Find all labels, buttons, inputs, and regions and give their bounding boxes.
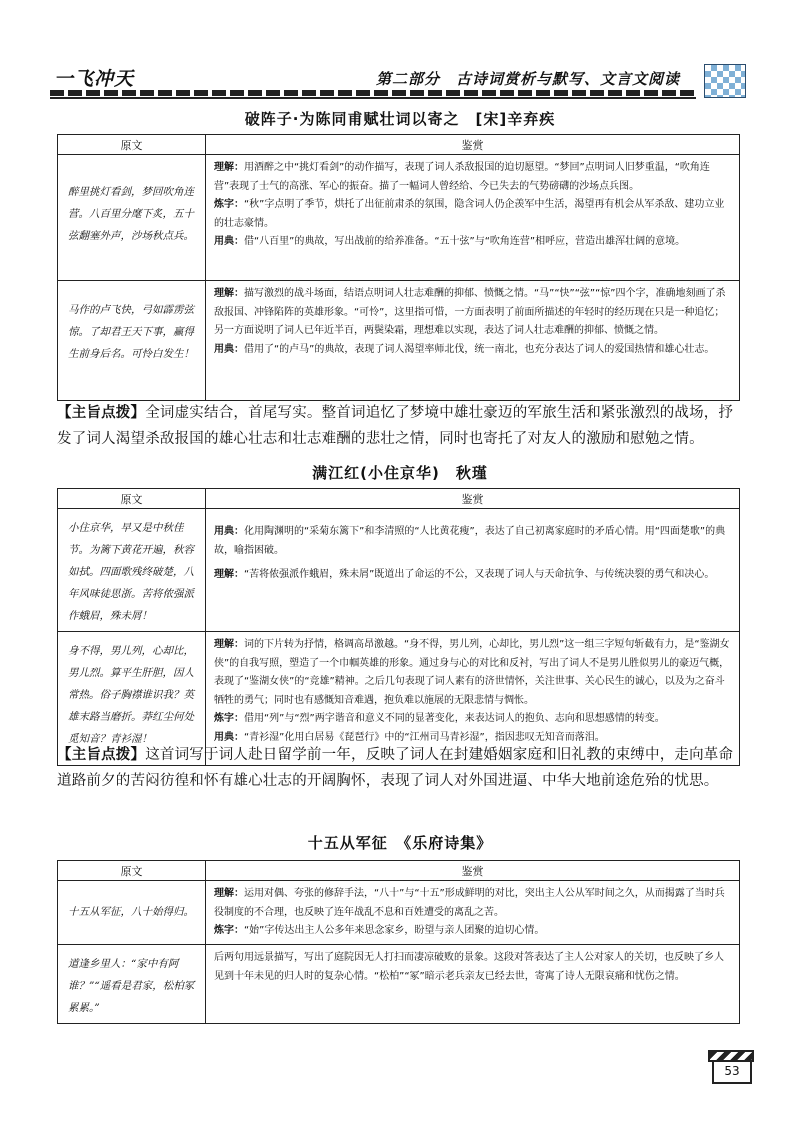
note-text: “苦将侬强派作蛾眉，殊未屑”既道出了命运的不公，又表现了词人与天命抗争、与传统决裂的勇气和决心。 xyxy=(244,569,715,580)
poem-title-pozhenzi: 破阵子·为陈同甫赋壮词以寄之 [宋]辛弃疾 xyxy=(244,110,556,128)
poem-table-shiwu xyxy=(57,860,740,1024)
note-text: 运用对偶、夸张的修辞手法，“八十”与“十五”形成鲜明的对比，突出主人公从军时间之久，从而揭露了当时兵役制度的不合理，也反映了连年战乱不息和百姓遭受的离乱之苦。 xyxy=(214,888,725,918)
col-header-original: 原文 xyxy=(58,861,206,881)
summary-manjianghong xyxy=(57,742,747,794)
appreciation-cell xyxy=(206,945,740,1024)
appreciation-cell xyxy=(206,281,740,401)
summary-tag: 【主旨点拨】 xyxy=(57,405,146,421)
col-header-appreciation: 鉴赏 xyxy=(206,489,740,509)
note-label: 理解： xyxy=(214,639,244,650)
note-text: 化用陶渊明的“采菊东篱下”和李清照的“人比黄花瘦”，表达了自己初离家庭时的矛盾心情。用“四面楚歌”的典故，喻指困破。 xyxy=(214,526,726,556)
note xyxy=(214,636,731,710)
appreciation-cell xyxy=(206,881,740,945)
note-label: 理解： xyxy=(214,569,244,580)
original-text: 马作的卢飞快，弓如霹雳弦惊。了却君王天下事，赢得生前身后名。可怜白发生！ xyxy=(58,281,206,401)
note-text: 借用“列”与“烈”两字谐音和意义不同的显著变化，来表达词人的抱负、志向和思想感情的转变。 xyxy=(244,713,665,724)
summary-text: 全词虚实结合，首尾写实。整首词追忆了梦境中雄壮豪迈的军旅生活和紧张激烈的战场，抒发了词人渴望杀敌报国的雄心壮志和壮志难酬的悲壮之情，同时也寄托了对友人的激励和慰勉之情。 xyxy=(57,405,734,447)
note xyxy=(214,196,731,233)
table-row xyxy=(58,881,740,945)
original-text: 十五从军征，八十始得归。 xyxy=(58,881,206,945)
note-text: “始”字传达出主人公多年来思念家乡，盼望与亲人团聚的迫切心情。 xyxy=(244,925,545,936)
summary-tag: 【主旨点拨】 xyxy=(57,747,146,763)
logo: 一飞冲天 xyxy=(54,68,135,90)
note-text: “青衫湿”化用白居易《琵琶行》中的“江州司马青衫湿”，指因悲叹无知音而落泪。 xyxy=(244,731,605,743)
header-title: 第二部分 古诗词赏析与默写、文言文阅读 xyxy=(376,70,681,88)
original-text: 小住京华，早又是中秋佳节。为篱下黄花开遍，秋容如拭。四面歌残终破楚，八年风味徒思浙。苦将侬强派作蛾眉，殊未屑！ xyxy=(58,509,206,632)
note xyxy=(214,285,731,341)
col-header-original: 原文 xyxy=(58,135,206,155)
note xyxy=(214,159,731,196)
note xyxy=(214,922,731,941)
note-text: 用酒醉之中“挑灯看剑”的动作描写，表现了词人杀敌报国的迫切愿望。“梦回”点明词人旧梦重温，“吹角连营”表现了士气的高涨、军心的振奋。描了一幅词人曾经给、今已失去的气势磅礴的沙场点兵图。 xyxy=(214,162,710,192)
note-text: 借“八百里”的典故，写出战前的给养准备。“五十弦”与“吹角连营”相呼应，营造出雄浑壮阔的意境。 xyxy=(244,236,686,247)
summary-text: 这首词写于词人赴日留学前一年，反映了词人在封建婚姻家庭和旧礼教的束缚中，走向革命道路前夕的苦闷彷徨和怀有雄心壮志的开阔胸怀，表现了词人对外国进逼、中华大地前途危殆的忧思。 xyxy=(57,747,734,789)
checker-decoration-icon xyxy=(704,64,746,98)
appreciation-cell xyxy=(206,509,740,632)
poem-table-pozhenzi xyxy=(57,134,740,401)
note xyxy=(214,341,731,360)
col-header-appreciation: 鉴赏 xyxy=(206,135,740,155)
poem-title-shiwu: 十五从军征 《乐府诗集》 xyxy=(307,834,493,852)
note xyxy=(214,885,731,922)
note-label: 理解： xyxy=(214,888,244,899)
note-label: 用典： xyxy=(214,236,244,247)
table-row xyxy=(58,155,740,281)
note-label: 用典： xyxy=(214,343,244,355)
note-label: 理解： xyxy=(214,162,244,173)
table-row xyxy=(58,281,740,401)
page-header xyxy=(50,58,750,102)
poem-table-manjianghong xyxy=(57,488,740,766)
note-label: 用典： xyxy=(214,731,244,743)
note-text: 描写激烈的战斗场面，结语点明词人壮志难酬的抑郁、愤慨之情。“马”“快”“弦”“惊”四个字，准确地刻画了杀敌报国、冲锋陷阵的英雄形象。“可怜”，这里指可惜，一方面表明了前面所描述的年轻时的经历现在只是一种追忆；另一方面说明了词人已年近半百，两鬓染霜，理想难以实现，表达了词人壮志难酬的抑郁、愤慨之情。 xyxy=(214,288,726,336)
note xyxy=(214,566,731,585)
page-number: 53 xyxy=(712,1060,752,1084)
note-label: 炼字： xyxy=(214,713,244,724)
poem-title-manjianghong: 满江红(小住京华) 秋瑾 xyxy=(312,464,488,482)
table-row xyxy=(58,509,740,632)
header-rule xyxy=(50,90,696,96)
original-text: 道逢乡里人：“家中有阿谁？”“遥看是君家，松柏冢累累。” xyxy=(58,945,206,1024)
summary-pozhenzi xyxy=(57,400,747,452)
header-rule-line xyxy=(50,97,696,99)
table-row xyxy=(58,945,740,1024)
note xyxy=(214,523,731,560)
note-label: 用典： xyxy=(214,526,244,537)
note-label: 理解： xyxy=(214,288,244,299)
col-header-appreciation: 鉴赏 xyxy=(206,861,740,881)
note-label: 炼字： xyxy=(214,199,244,210)
page-number-badge xyxy=(708,1050,754,1084)
note-label: 炼字： xyxy=(214,925,244,936)
appreciation-cell xyxy=(206,155,740,281)
note xyxy=(214,233,731,252)
original-text: 醉里挑灯看剑，梦回吹角连营。八百里分麾下炙，五十弦翻塞外声，沙场秋点兵。 xyxy=(58,155,206,281)
note-text: 词的下片转为抒情，格调高昂激越。“身不得，男儿列，心却比，男儿烈”这一组三字短句斩截有力，是“鉴湖女侠”的自我写照，塑造了一个巾帼英雄的形象。通过身与心的对比和反衬，写出了词人不是男儿胜似男儿的豪迈气概，表现了“鉴湖女侠”的“竞雄”精神。之后几句表现了词人素有的济世情怀，关注世事、关心民生的诚心，以及为之奋斗牺牲的勇气；同时也有感慨知音难遇，抱负难以施展的无限悲情与惆怅。 xyxy=(214,639,730,706)
col-header-original: 原文 xyxy=(58,489,206,509)
note xyxy=(214,710,731,729)
note xyxy=(214,949,731,986)
original-text: 身不得，男儿列，心却比，男儿烈。算平生肝胆，因人常热。俗子胸襟谁识我？英雄末路当磨折。莽红尘何处觅知音？青衫湿！ xyxy=(58,632,206,766)
note-text: 借用了“的卢马”的典故，表现了词人渴望率师北伐，统一南北，也充分表达了词人的爱国热情和雄心壮志。 xyxy=(244,343,715,355)
note-text: 后两句用远景描写，写出了庭院因无人打扫而凄凉破败的景象。这段对答表达了主人公对家人的关切，也反映了乡人见到十年未见的归人时的复杂心情。“松柏”“冢”暗示老兵亲友已经去世，寄寓了诗人无限哀痛和忧伤之情。 xyxy=(214,952,724,982)
note-text: “秋”字点明了季节，烘托了出征前肃杀的氛围，隐含词人仍企羡军中生活，渴望再有机会从军杀敌、建功立业的壮志豪情。 xyxy=(214,199,725,229)
